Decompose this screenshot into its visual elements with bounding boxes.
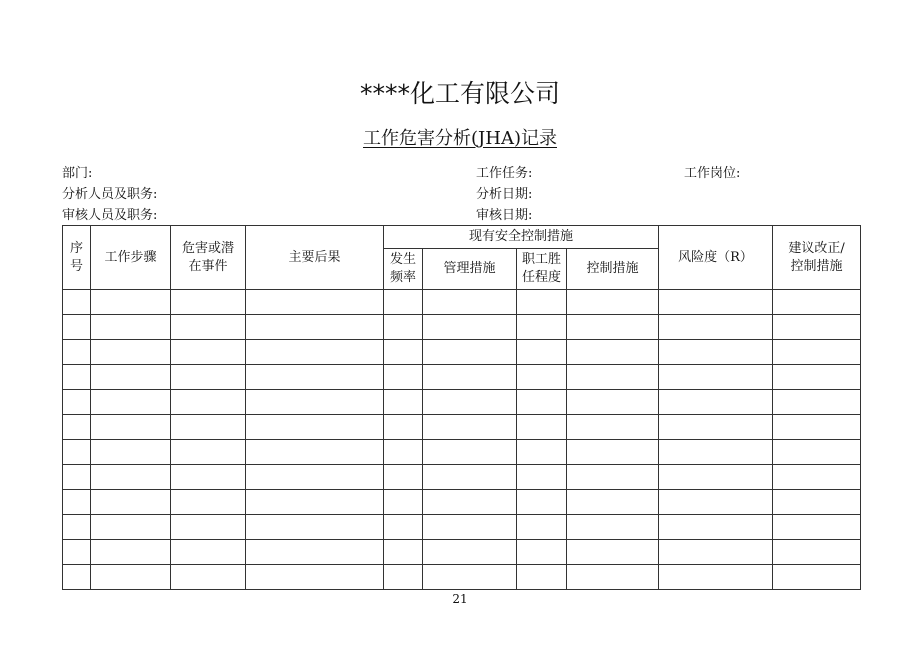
table-cell — [423, 490, 517, 515]
table-row — [63, 290, 861, 315]
table-cell — [384, 415, 423, 440]
table-cell — [773, 365, 861, 390]
table-cell — [567, 515, 659, 540]
table-cell — [63, 565, 91, 590]
table-cell — [423, 315, 517, 340]
table-cell — [91, 440, 171, 465]
table-cell — [423, 415, 517, 440]
table-cell — [91, 290, 171, 315]
header-management: 管理措施 — [423, 249, 517, 290]
table-cell — [63, 340, 91, 365]
table-row — [63, 390, 861, 415]
page-number: 21 — [452, 592, 468, 606]
position-label: 工作岗位: — [684, 166, 741, 181]
table-cell — [423, 290, 517, 315]
table-cell — [659, 290, 773, 315]
table-cell — [567, 415, 659, 440]
table-row — [63, 440, 861, 465]
header-hazard: 危害或潜 在事件 — [171, 226, 246, 290]
table-cell — [423, 365, 517, 390]
table-cell — [567, 390, 659, 415]
department-label: 部门: — [62, 166, 93, 181]
table-cell — [773, 565, 861, 590]
header-existing-controls: 现有安全控制措施 — [384, 226, 659, 249]
table-cell — [773, 465, 861, 490]
table-cell — [659, 315, 773, 340]
table-cell — [171, 340, 246, 365]
table-cell — [659, 515, 773, 540]
table-cell — [567, 490, 659, 515]
table-cell — [91, 465, 171, 490]
table-cell — [567, 440, 659, 465]
table-cell — [659, 540, 773, 565]
table-cell — [659, 565, 773, 590]
table-cell — [63, 490, 91, 515]
jha-table — [62, 225, 861, 590]
table-cell — [91, 540, 171, 565]
table-cell — [517, 515, 567, 540]
table-cell — [567, 540, 659, 565]
table-cell — [91, 315, 171, 340]
table-cell — [246, 340, 384, 365]
table-cell — [517, 365, 567, 390]
table-cell — [517, 340, 567, 365]
table-cell — [384, 540, 423, 565]
table-cell — [517, 465, 567, 490]
table-cell — [384, 340, 423, 365]
table-cell — [384, 390, 423, 415]
table-cell — [171, 515, 246, 540]
table-cell — [517, 290, 567, 315]
table-cell — [91, 340, 171, 365]
table-cell — [63, 440, 91, 465]
table-cell — [246, 390, 384, 415]
table-cell — [773, 540, 861, 565]
table-cell — [773, 315, 861, 340]
header-frequency: 发生 频率 — [384, 249, 423, 290]
table-cell — [773, 340, 861, 365]
table-cell — [659, 390, 773, 415]
table-cell — [423, 540, 517, 565]
table-cell — [384, 515, 423, 540]
task-label: 工作任务: — [476, 166, 533, 181]
table-cell — [91, 390, 171, 415]
table-cell — [517, 490, 567, 515]
table-cell — [773, 290, 861, 315]
table-cell — [63, 290, 91, 315]
header-work-step: 工作步骤 — [91, 226, 171, 290]
table-cell — [91, 490, 171, 515]
table-cell — [63, 515, 91, 540]
table-cell — [384, 290, 423, 315]
table-cell — [246, 440, 384, 465]
table-body — [63, 290, 861, 590]
table-cell — [517, 415, 567, 440]
table-cell — [384, 315, 423, 340]
document-title-text: 工作危害分析(JHA)记录 — [363, 128, 557, 149]
table-cell — [384, 565, 423, 590]
table-cell — [91, 415, 171, 440]
table-cell — [423, 565, 517, 590]
table-cell — [171, 440, 246, 465]
table-cell — [567, 315, 659, 340]
table-cell — [63, 365, 91, 390]
analysis-date-label: 分析日期: — [476, 187, 533, 202]
header-consequence: 主要后果 — [246, 226, 384, 290]
table-row — [63, 315, 861, 340]
table-cell — [246, 365, 384, 390]
table-cell — [171, 290, 246, 315]
table-cell — [659, 490, 773, 515]
table-cell — [659, 415, 773, 440]
document-title — [0, 124, 920, 150]
header-suggestion: 建议改正/ 控制措施 — [773, 226, 861, 290]
table-cell — [246, 415, 384, 440]
table-cell — [423, 440, 517, 465]
table-cell — [773, 440, 861, 465]
table-cell — [423, 390, 517, 415]
table-cell — [171, 465, 246, 490]
table-cell — [773, 515, 861, 540]
table-cell — [567, 290, 659, 315]
table-cell — [517, 440, 567, 465]
header-risk: 风险度（R） — [659, 226, 773, 290]
table-cell — [171, 540, 246, 565]
table-cell — [171, 415, 246, 440]
table-cell — [246, 315, 384, 340]
table-cell — [91, 365, 171, 390]
table-cell — [171, 565, 246, 590]
table-cell — [63, 315, 91, 340]
table-cell — [659, 340, 773, 365]
table-row — [63, 415, 861, 440]
table-cell — [423, 340, 517, 365]
table-cell — [773, 415, 861, 440]
table-cell — [423, 465, 517, 490]
table-cell — [659, 465, 773, 490]
table-row — [63, 515, 861, 540]
table-cell — [171, 390, 246, 415]
company-name: ****化工有限公司 — [359, 79, 560, 108]
table-cell — [567, 465, 659, 490]
table-cell — [517, 315, 567, 340]
table-cell — [171, 365, 246, 390]
table-row — [63, 565, 861, 590]
table-cell — [63, 390, 91, 415]
table-cell — [171, 490, 246, 515]
table-cell — [246, 465, 384, 490]
table-cell — [246, 515, 384, 540]
table-cell — [63, 540, 91, 565]
table-cell — [63, 415, 91, 440]
table-cell — [384, 365, 423, 390]
table-cell — [63, 465, 91, 490]
table-cell — [91, 565, 171, 590]
table-cell — [659, 440, 773, 465]
header-control: 控制措施 — [567, 249, 659, 290]
review-date-label: 审核日期: — [476, 208, 533, 223]
table-cell — [384, 440, 423, 465]
table-cell — [567, 340, 659, 365]
table-row — [63, 465, 861, 490]
table-cell — [517, 540, 567, 565]
table-row — [63, 340, 861, 365]
header-seq: 序 号 — [63, 226, 91, 290]
header-competence: 职工胜 任程度 — [517, 249, 567, 290]
table-cell — [659, 365, 773, 390]
table-cell — [171, 315, 246, 340]
table-cell — [517, 565, 567, 590]
table-cell — [423, 515, 517, 540]
table-row — [63, 540, 861, 565]
table-cell — [773, 390, 861, 415]
table-cell — [246, 290, 384, 315]
table-cell — [567, 565, 659, 590]
table-cell — [517, 390, 567, 415]
table-cell — [246, 540, 384, 565]
table-row — [63, 490, 861, 515]
table-cell — [384, 490, 423, 515]
reviewer-label: 审核人员及职务: — [62, 208, 158, 223]
table-cell — [773, 490, 861, 515]
table-row — [63, 365, 861, 390]
table-cell — [384, 465, 423, 490]
table-cell — [567, 365, 659, 390]
table-cell — [246, 490, 384, 515]
analyst-label: 分析人员及职务: — [62, 187, 158, 202]
table-cell — [246, 565, 384, 590]
table-cell — [91, 515, 171, 540]
